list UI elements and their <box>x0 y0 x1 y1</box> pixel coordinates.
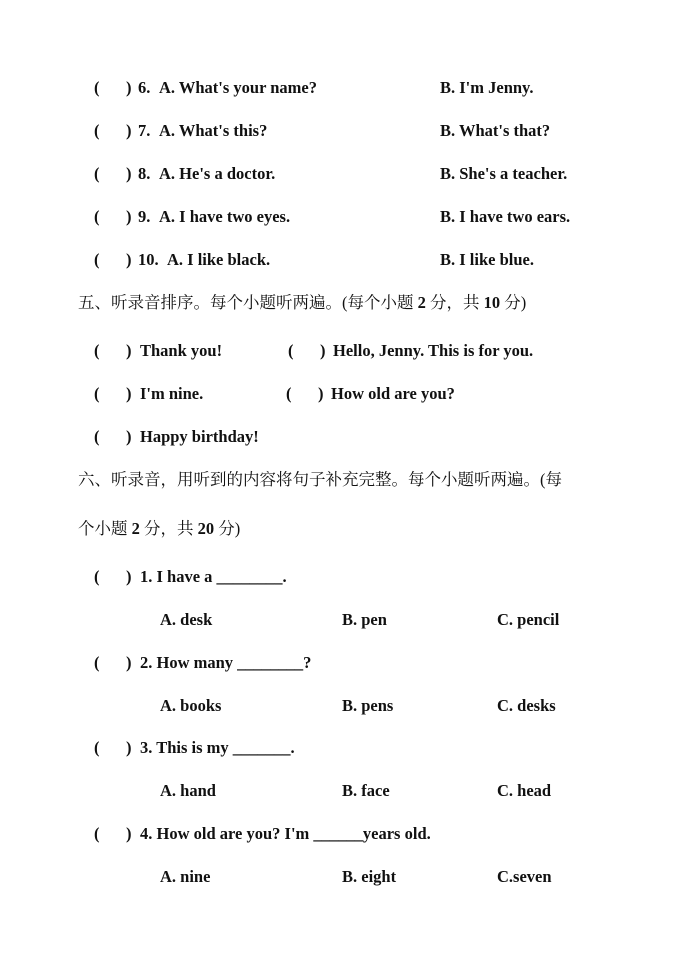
option-c: C. head <box>497 781 552 800</box>
ordering-item: How old are you? <box>331 384 455 403</box>
option-a: A. desk <box>160 610 213 629</box>
section-heading-6-cont: 个小题 2 分，共 20 分) <box>78 519 241 538</box>
question-number: 6. <box>138 78 151 97</box>
option-b: B. eight <box>342 867 397 886</box>
option-c: C. desks <box>497 696 556 715</box>
option-a: A. What's this? <box>159 121 268 140</box>
option-a: A. He's a doctor. <box>159 164 276 183</box>
option-c: C.seven <box>497 867 552 886</box>
option-a: A. books <box>160 696 222 715</box>
question-number: 9. <box>138 207 151 226</box>
option-b: B. I have two ears. <box>440 207 571 226</box>
option-b: B. I like blue. <box>440 250 534 269</box>
option-a: A. What's your name? <box>159 78 317 97</box>
option-b: B. She's a teacher. <box>440 164 568 183</box>
question-stem: 4. How old are you? I'm ______years old. <box>140 824 431 843</box>
ordering-item: Happy birthday! <box>140 427 259 446</box>
option-b: B. face <box>342 781 390 800</box>
question-number: 7. <box>138 121 151 140</box>
question-stem: 1. I have a ________. <box>140 567 287 586</box>
question-number: 8. <box>138 164 151 183</box>
section-heading-5: 五、听录音排序。每个小题听两遍。(每个小题 2 分，共 10 分) <box>78 293 527 312</box>
option-a: A. hand <box>160 781 216 800</box>
option-b: B. I'm Jenny. <box>440 78 534 97</box>
ordering-item: Hello, Jenny. This is for you. <box>333 341 534 360</box>
option-b: B. pens <box>342 696 394 715</box>
option-a: A. I have two eyes. <box>159 207 291 226</box>
question-stem: 3. This is my _______. <box>140 738 295 757</box>
option-a: A. nine <box>160 867 211 886</box>
ordering-item: Thank you! <box>140 341 223 360</box>
question-stem: 2. How many ________? <box>140 653 312 672</box>
option-c: C. pencil <box>497 610 560 629</box>
option-b: B. What's that? <box>440 121 551 140</box>
option-b: B. pen <box>342 610 387 629</box>
section-heading-6: 六、听录音，用听到的内容将句子补充完整。每个小题听两遍。(每 <box>78 470 562 489</box>
question-number: 10. <box>138 250 159 269</box>
ordering-item: I'm nine. <box>140 384 204 403</box>
option-a: A. I like black. <box>167 250 271 269</box>
